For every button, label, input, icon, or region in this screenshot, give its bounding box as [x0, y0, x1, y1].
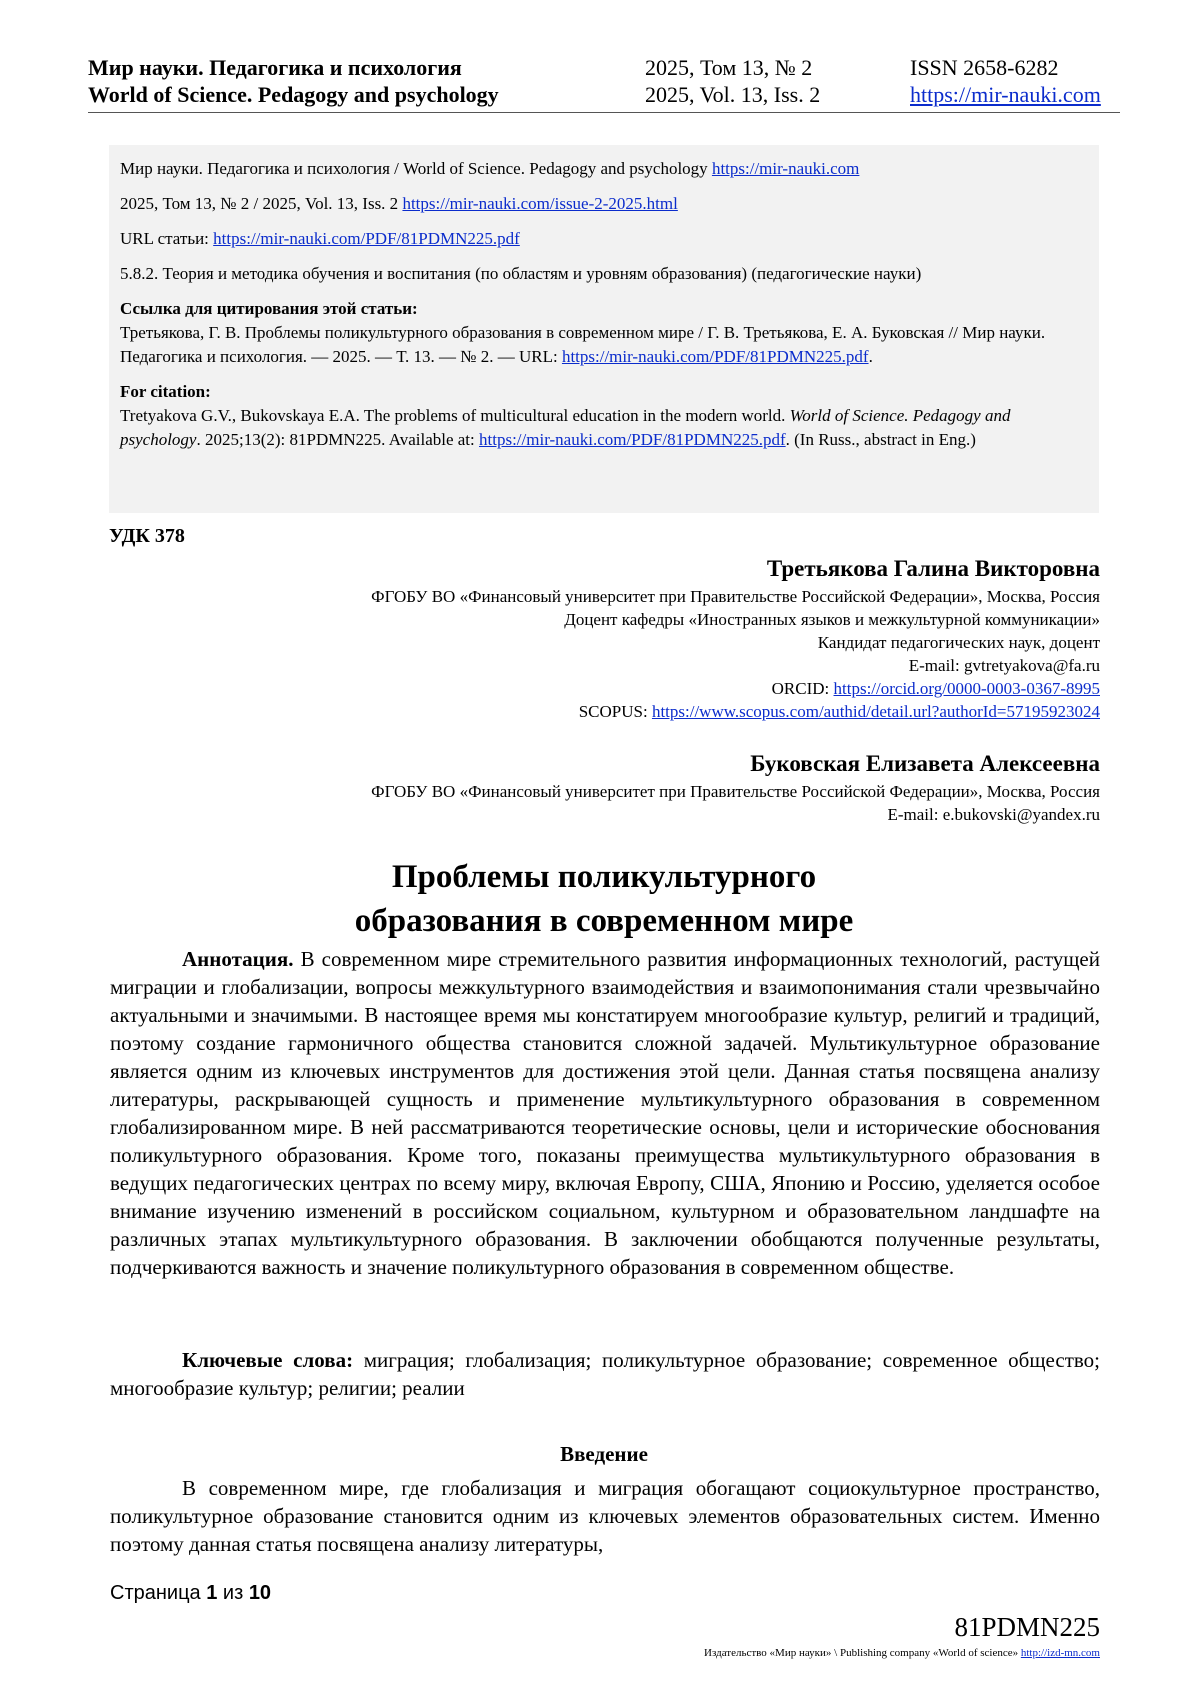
journal-header: [88, 50, 1120, 113]
issue-en: 2025, Vol. 13, Iss. 2: [645, 82, 821, 107]
intro-heading: Введение: [560, 1442, 648, 1466]
author-block-1: [371, 553, 1100, 723]
issn: ISSN 2658-6282: [910, 55, 1059, 80]
abstract-text: В современном мире стремительного развития информационных технологий, растущей миграции и глобализации, вопросы межкультурного взаимодействия и взаимопонимания стали чрезвычайно актуальными и значимыми. В настоящее время мы констатируем многообразие культур, религий и традиций, поэтому создание гармоничного общества становится сложной задачей. Мультикультурное образование является одним из ключевых инструментов для достижения этой цели. Данная статья посвящена анализу литературы, раскрывающей сущность и применение мультикультурного образования в современном глобализированном мире. В ней рассматриваются теоретические основы, цели и исторические обоснования поликультурного образования. Кроме того, показаны преимущества мультикультурного образования в ведущих педагогических центрах по всему миру, включая Европу, США, Японию и Россию, уделяется особое внимание изучению изменений в российском социальном, культурном и образовательном ландшафте на различных этапах мультикультурного образования. В заключении обобщаются полученные результаты, подчеркиваются важность и значение поликультурного образования в современном обществе.: [110, 947, 1100, 1279]
article-url-line: URL статьи: https://mir-nauki.com/PDF/81PDMN225.pdf: [120, 229, 520, 248]
article-info-box: [109, 145, 1099, 513]
author-1-org: ФГОБУ ВО «Финансовый университет при Правительстве Российской Федерации», Москва, Россия: [371, 587, 1100, 606]
citation-ru-text: Третьякова, Г. В. Проблемы поликультурного образования в современном мире / Г. В. Третьякова, Е. А. Буковская // Мир науки. Педагогика и психология. — 2025. — Т. 13. — № 2. — URL: https://mir-nauki.com/PDF/81PDMN225.pdf.: [120, 323, 1046, 366]
citation-en: [120, 380, 1089, 452]
publisher-link[interactable]: http://izd-mn.com: [1020, 1647, 1100, 1659]
issue-ru: 2025, Том 13, № 2: [645, 55, 813, 80]
journal-line: Мир науки. Педагогика и психология / World of Science. Pedagogy and psychology https://mir-nauki.com: [120, 159, 860, 178]
article-url-link[interactable]: https://mir-nauki.com/PDF/81PDMN225.pdf: [213, 229, 520, 248]
author-block-2: [371, 748, 1100, 826]
citation-ru-link[interactable]: https://mir-nauki.com/PDF/81PDMN225.pdf: [561, 347, 869, 366]
journal-name-ru: Мир науки. Педагогика и психология: [88, 55, 462, 80]
author-1-scopus: SCOPUS: https://www.scopus.com/authid/detail.url?authorId=57195923024: [578, 702, 1100, 721]
abstract-label: Аннотация.: [182, 947, 294, 971]
article-code: 81PDMN225: [954, 1612, 1100, 1642]
keywords-text: миграция; глобализация; поликультурное образование; современное общество; многообразие культур; религии; реалии: [110, 1348, 1100, 1400]
keywords-label: Ключевые слова:: [182, 1348, 354, 1372]
citation-en-text: Tretyakova G.V., Bukovskaya E.A. The problems of multicultural education in the modern world. World of Science. Pedagogy and psychology. 2025;13(2): 81PDMN225. Available at: https://mir-nauki.com/PDF/81PDMN225.pdf. (In Russ., abstract in Eng.): [120, 406, 1011, 449]
citation-en-link[interactable]: https://mir-nauki.com/PDF/81PDMN225.pdf: [479, 430, 786, 449]
author-1-orcid: ORCID: https://orcid.org/0000-0003-0367-8995: [771, 679, 1100, 698]
citation-ru-heading: Ссылка для цитирования этой статьи:: [120, 299, 418, 318]
author-1-name: Третьякова Галина Викторовна: [766, 556, 1100, 581]
issue-link[interactable]: https://mir-nauki.com/issue-2-2025.html: [402, 194, 678, 213]
author-2-org: ФГОБУ ВО «Финансовый университет при Правительстве Российской Федерации», Москва, Россия: [371, 782, 1100, 801]
article-title: Проблемы поликультурного образования в современном мире: [354, 859, 854, 939]
author-1-position: Доцент кафедры «Иностранных языков и межкультурной коммуникации»: [564, 610, 1100, 629]
keywords: [110, 1346, 1100, 1402]
scopus-link[interactable]: https://www.scopus.com/authid/detail.url?authorId=57195923024: [651, 702, 1100, 721]
author-1-degree: Кандидат педагогических наук, доцент: [817, 633, 1100, 652]
author-2-name: Буковская Елизавета Алексеевна: [750, 751, 1100, 776]
udk-code: УДК 378: [109, 525, 185, 547]
intro-paragraph: В современном мире, где глобализация и миграция обогащают социокультурное пространство, поликультурное образование становится одним из ключевых элементов образовательных систем. Именно поэтому данная статья посвящена анализу литературы,: [110, 1476, 1100, 1556]
journal-site-link[interactable]: https://mir-nauki.com: [910, 82, 1101, 107]
orcid-link[interactable]: https://orcid.org/0000-0003-0367-8995: [833, 679, 1100, 698]
issue-line: 2025, Том 13, № 2 / 2025, Vol. 13, Iss. 2 https://mir-nauki.com/issue-2-2025.html: [120, 194, 678, 213]
abstract: [110, 945, 1100, 1281]
journal-name-en: World of Science. Pedagogy and psychology: [88, 82, 499, 107]
author-2-email: E-mail: e.bukovski@yandex.ru: [887, 805, 1100, 824]
specialty-line: 5.8.2. Теория и методика обучения и воспитания (по областям и уровням образования) (педагогические науки): [120, 264, 922, 283]
journal-link[interactable]: https://mir-nauki.com: [711, 159, 860, 178]
page-number: Страница 1 из 10: [110, 1582, 272, 1604]
publisher-line: Издательство «Мир науки» \ Publishing company «World of science» http://izd-mn.com: [704, 1647, 1100, 1659]
author-1-email: E-mail: gvtretyakova@fa.ru: [908, 656, 1100, 675]
citation-en-heading: For citation:: [120, 382, 211, 401]
citation-ru: [120, 297, 1089, 369]
